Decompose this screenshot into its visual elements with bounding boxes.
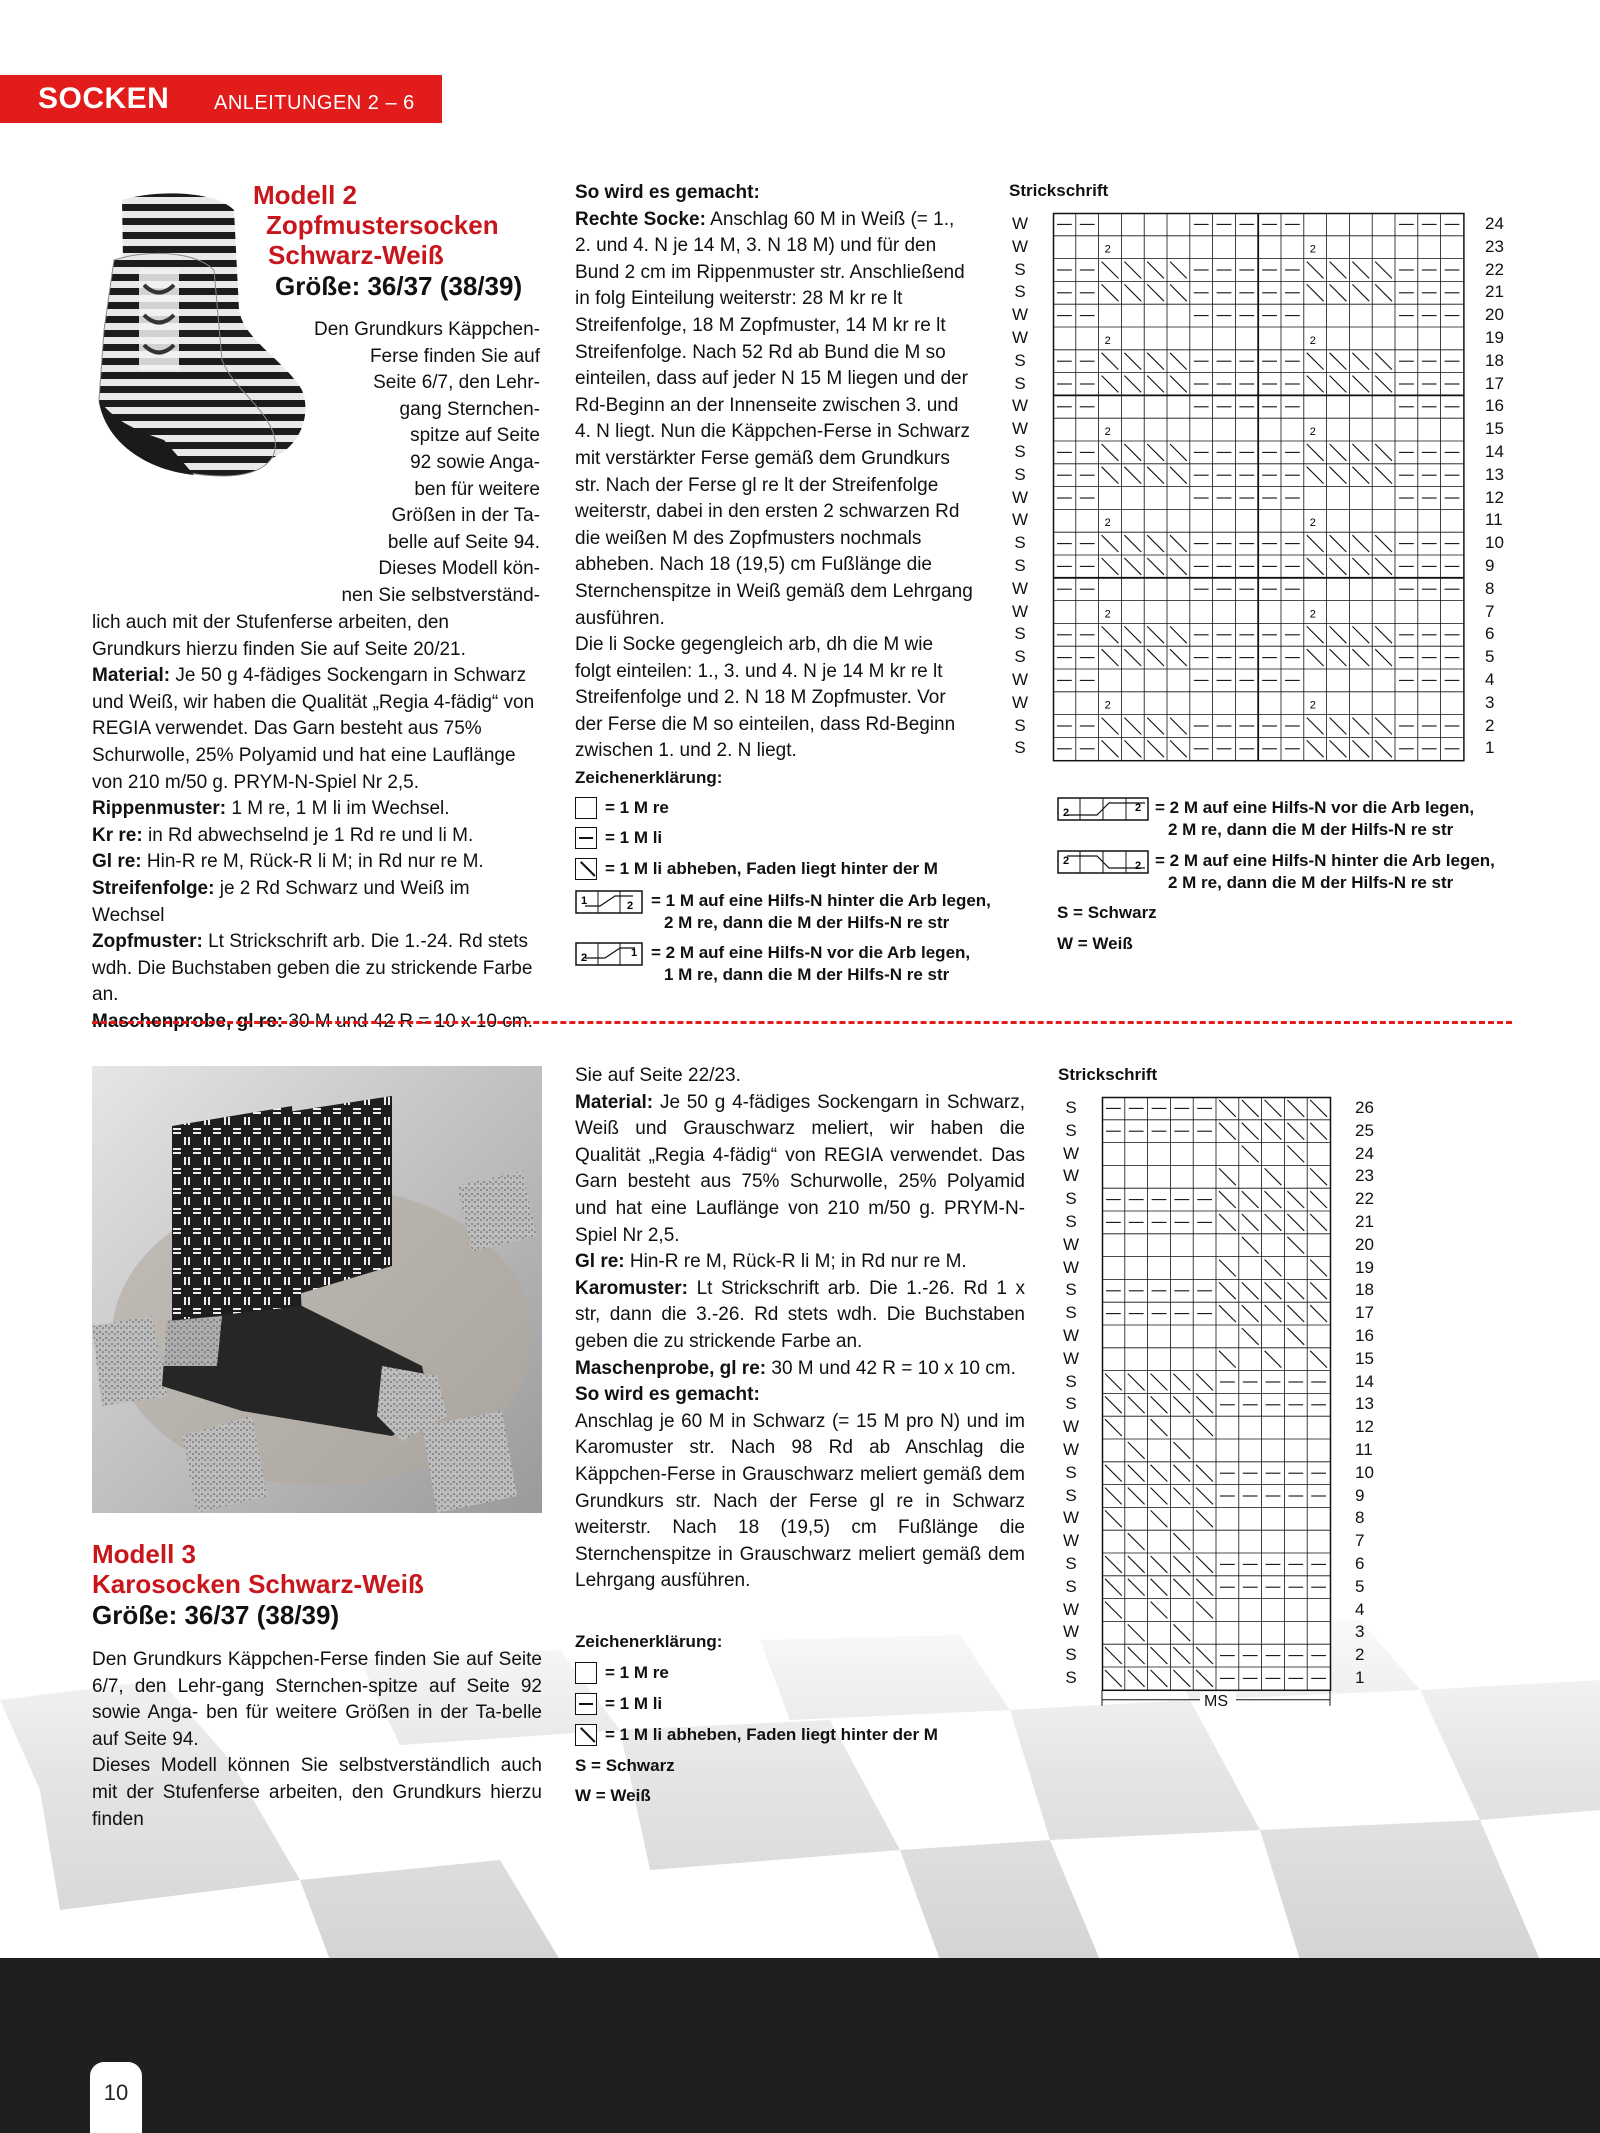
cable-2-2-back-icon xyxy=(1057,850,1149,874)
gl-label: Gl re: xyxy=(92,851,142,873)
chart-row-color: S xyxy=(1014,282,1026,302)
chart-row-number: 5 xyxy=(1485,647,1495,667)
svg-text:2: 2 xyxy=(1104,426,1111,438)
chart-row-number: 4 xyxy=(1485,669,1495,689)
cable-1-2-icon xyxy=(575,890,643,914)
empty-box-icon xyxy=(575,797,597,819)
model2-name-line2: Schwarz-Weiß xyxy=(268,240,444,270)
model2-chart-row-numbers xyxy=(1485,213,1525,760)
masch-label: Maschenprobe, gl re: xyxy=(92,1010,284,1032)
chart-row-number: 20 xyxy=(1485,305,1504,325)
legend-row xyxy=(1057,850,1495,894)
model2-body-left xyxy=(92,610,542,1036)
chart-row-color: W xyxy=(1062,1348,1080,1368)
so-heading: So wird es gemacht: xyxy=(575,182,760,203)
intro-continuation: lich auch mit der Stufenferse arbeiten, den Grundkurs hierzu finden Sie auf Seite 20/21. xyxy=(92,612,466,660)
slash-box-icon xyxy=(575,858,597,880)
intro-line: belle auf Seite 94. xyxy=(387,531,540,553)
legend-text: = 1 M li xyxy=(605,1694,663,1713)
chart-row-color: W xyxy=(1062,1325,1080,1345)
chart-row-color: S xyxy=(1065,1098,1077,1117)
chart-row-color: W xyxy=(1011,578,1029,598)
empty-box-icon xyxy=(575,1662,597,1684)
chart-row-number: 3 xyxy=(1485,692,1495,712)
chart-row-number: 16 xyxy=(1485,396,1504,416)
chart-row-number: 8 xyxy=(1485,578,1495,598)
svg-text:2: 2 xyxy=(1104,608,1111,621)
chart-row-color: W xyxy=(1011,305,1029,325)
chart-row-color: S xyxy=(1065,1280,1077,1300)
chart-row-color: S xyxy=(1065,1667,1077,1687)
gl-label: Gl re: xyxy=(575,1251,625,1273)
chart-row-color: W xyxy=(1011,419,1029,439)
chart-row-number: 21 xyxy=(1485,282,1504,302)
chart-row-number: 18 xyxy=(1355,1280,1374,1300)
legend-row xyxy=(1057,797,1474,841)
chart-row-color: S xyxy=(1014,373,1026,393)
legend-text: = 2 M auf eine Hilfs-N hinter die Arb legen, xyxy=(1155,851,1495,870)
rechte-text: Anschlag 60 M in Weiß (= 1., 2. und 4. N je 14 M, 3. N 18 M) und für den Bund 2 cm im Rippenmuster str. Anschließend in folg Einteilung weiterstr: 28 M kr re lt Streifenfolge, 18 M Zopfmuster, 14 M kr re lt Streifenfolge. Nach 52 Rd ab Bund die M so einteilen, dass auf jeder N 15 M liegen und der Rd-Beginn an der Innenseite zwischen 3. und 4. N liegt. Nun die Käppchen-Ferse in Schwarz mit verstärkter Ferse gemäß dem Grundkurs str. Nach der Ferse gl re lt der Streifenfolge weiterstr, dabei in den ersten 2 schwarzen Rd die weißen M des Zopfmusters nochmals abheben. Nach 18 (19,5) cm Fußlänge die Sternchenspitze in Weiß gemäß dem Lehrgang ausführen. xyxy=(575,208,973,629)
chart-row-number: 10 xyxy=(1355,1462,1374,1482)
chart-row-color: S xyxy=(1014,715,1026,735)
model3-intro-text: Den Grundkurs Käppchen-Ferse finden Sie auf Seite 6/7, den Lehr-gang Sternchen-spitze auf Seite 92 sowie Anga- ben für weitere Größen in der Ta-belle auf Seite 94. xyxy=(92,1649,542,1750)
chart-row-number: 12 xyxy=(1485,487,1504,507)
model3-sock-photo xyxy=(92,1066,542,1513)
chart-row-number: 16 xyxy=(1355,1325,1374,1345)
chart-row-number: 14 xyxy=(1485,441,1504,461)
model2-chart-title: Strickschrift xyxy=(1009,181,1109,200)
model2-intro-wrap xyxy=(300,317,540,610)
model3-chart-title: Strickschrift xyxy=(1058,1065,1158,1084)
chart-row-number: 24 xyxy=(1355,1143,1374,1163)
chart-row-color: S xyxy=(1014,350,1026,370)
legend-row xyxy=(575,1724,938,1746)
chart-row-color: S xyxy=(1065,1576,1077,1596)
svg-text:2: 2 xyxy=(1063,807,1070,819)
chart-row-color: S xyxy=(1065,1462,1077,1482)
chart-row-color: W xyxy=(1011,510,1029,530)
chart-row-color: W xyxy=(1062,1599,1080,1619)
chart-row-color: W xyxy=(1062,1417,1080,1437)
chart-row-number: 17 xyxy=(1355,1303,1374,1323)
chart-row-color: W xyxy=(1062,1531,1080,1551)
footer-band xyxy=(0,1958,1600,2133)
chart-row-number: 15 xyxy=(1355,1348,1374,1368)
dash-box-icon xyxy=(575,1693,597,1715)
legend-text: = 1 M re xyxy=(605,798,669,817)
legend-text: = 2 M auf eine Hilfs-N vor die Arb legen, xyxy=(651,943,971,962)
svg-text:2: 2 xyxy=(1104,243,1111,256)
chart-row-color: W xyxy=(1062,1143,1080,1163)
model3-color-w: W = Weiß xyxy=(575,1786,651,1805)
intro-line: ben für weitere xyxy=(414,478,540,500)
chart-row-color: S xyxy=(1065,1303,1077,1323)
legend-row xyxy=(575,890,991,934)
intro-line: Größen in der Ta- xyxy=(391,505,540,527)
chart-row-color: S xyxy=(1014,647,1026,667)
chart-row-color: S xyxy=(1065,1120,1077,1140)
svg-text:2: 2 xyxy=(1309,608,1316,621)
chart-row-color: W xyxy=(1011,214,1029,233)
gl-text: Hin-R re M, Rück-R li M; in Rd nur re M. xyxy=(141,851,484,873)
intro-line: Dieses Modell kön- xyxy=(378,558,540,580)
chart-row-color: W xyxy=(1011,396,1029,416)
chart-row-color: S xyxy=(1014,738,1026,758)
kr-label: Kr re: xyxy=(92,824,143,846)
svg-text:2: 2 xyxy=(627,900,634,912)
header-title: SOCKEN xyxy=(38,82,170,115)
chart-row-number: 8 xyxy=(1355,1508,1365,1528)
svg-text:2: 2 xyxy=(1063,855,1070,867)
chart-row-number: 15 xyxy=(1485,419,1504,439)
chart-row-number: 21 xyxy=(1355,1211,1374,1231)
legend-text: = 1 M li abheben, Faden liegt hinter der M xyxy=(605,1725,938,1744)
masch-text: 30 M und 42 R = 10 x 10 cm. xyxy=(766,1357,1016,1379)
chart-row-number: 5 xyxy=(1355,1576,1365,1596)
chart-row-number: 11 xyxy=(1485,510,1503,530)
intro-line: spitze auf Seite xyxy=(410,425,540,447)
intro-line: nen Sie selbstverständ- xyxy=(341,584,540,606)
model3-cont: Sie auf Seite 22/23. xyxy=(575,1065,741,1086)
model2-name-line1: Zopfmustersocken xyxy=(266,210,499,240)
chart-row-number: 7 xyxy=(1485,601,1495,621)
chart-row-number: 2 xyxy=(1355,1645,1365,1665)
chart-row-number: 9 xyxy=(1485,555,1495,575)
svg-text:2: 2 xyxy=(581,952,588,964)
legend-text: = 2 M auf eine Hilfs-N vor die Arb legen, xyxy=(1155,798,1475,817)
model3-color-s: S = Schwarz xyxy=(575,1756,675,1775)
chart-row-color: W xyxy=(1011,327,1029,347)
chart-row-color: W xyxy=(1062,1257,1080,1277)
model3-name: Karosocken Schwarz-Weiß xyxy=(92,1569,424,1599)
model2-color-w: W = Weiß xyxy=(1057,934,1133,953)
intro-line: Ferse finden Sie auf xyxy=(369,345,540,367)
legend-text: 2 M re, dann die M der Hilfs-N re str xyxy=(1168,873,1454,892)
model2-color-s: S = Schwarz xyxy=(1057,903,1157,922)
svg-text:2: 2 xyxy=(1309,426,1316,438)
chart-row-number: 13 xyxy=(1485,464,1504,484)
model3-chart-row-numbers xyxy=(1355,1097,1395,1690)
dash-box-icon xyxy=(575,827,597,849)
chart-row-color: S xyxy=(1065,1189,1077,1209)
model3-legend-title: Zeichenerklärung: xyxy=(575,1632,723,1651)
svg-text:2: 2 xyxy=(1309,334,1316,347)
chart-row-number: 26 xyxy=(1355,1098,1374,1117)
chart-row-number: 20 xyxy=(1355,1234,1374,1254)
chart-row-number: 13 xyxy=(1355,1394,1374,1414)
masch-label: Maschenprobe, gl re: xyxy=(575,1357,767,1379)
rippen-label: Rippenmuster: xyxy=(92,798,227,820)
zopf-text: Lt Strickschrift arb. Die 1.-24. Rd stets wdh. Die Buchstaben geben die zu strickende Farbe an. xyxy=(92,931,533,1006)
linke-text: Die li Socke gegengleich arb, dh die M wie folgt einteilen: 1., 3. und 4. N je 14 M kr re lt Streifenfolge und 2. N 18 M Zopfmuster. Vor der Ferse die M so einteilen, dass Rd-Beginn zwischen 1. und 2. N liegt. xyxy=(575,634,956,762)
intro-line: Seite 6/7, den Lehr- xyxy=(373,372,540,394)
chart-row-color: S xyxy=(1014,533,1026,553)
chart-row-color: S xyxy=(1014,441,1026,461)
ms-label: MS xyxy=(1204,1692,1228,1710)
chart-row-number: 23 xyxy=(1485,236,1504,256)
karo-label: Karomuster: xyxy=(575,1277,688,1299)
legend-row xyxy=(575,827,662,849)
chart-row-number: 25 xyxy=(1355,1120,1374,1140)
chart-row-color: S xyxy=(1065,1553,1077,1573)
chart-row-number: 18 xyxy=(1485,350,1504,370)
rippen-text: 1 M re, 1 M li im Wechsel. xyxy=(226,798,450,820)
chart-row-color: S xyxy=(1014,624,1026,644)
chart-row-color: W xyxy=(1011,487,1029,507)
chart-row-color: S xyxy=(1014,555,1026,575)
legend-text: 2 M re, dann die M der Hilfs-N re str xyxy=(1168,820,1454,839)
chart-row-number: 12 xyxy=(1355,1417,1374,1437)
chart-row-number: 23 xyxy=(1355,1166,1374,1186)
legend-row xyxy=(575,858,938,880)
chart-row-color: S xyxy=(1065,1371,1077,1391)
model2-size: Größe: 36/37 (38/39) xyxy=(275,271,523,301)
masch-text: 30 M und 42 R = 10 x 10 cm. xyxy=(283,1010,533,1032)
legend-row xyxy=(575,1662,669,1684)
chart-row-color: W xyxy=(1062,1234,1080,1254)
cable-2-2-front-icon xyxy=(1057,797,1149,821)
svg-text:2: 2 xyxy=(1135,802,1142,814)
svg-text:2: 2 xyxy=(1104,334,1111,347)
section-divider xyxy=(92,1021,1512,1024)
page-number: 10 xyxy=(103,2080,129,2105)
model2-chart-color-labels xyxy=(1005,213,1035,760)
chart-row-color: S xyxy=(1065,1211,1077,1231)
chart-row-color: W xyxy=(1062,1508,1080,1528)
chart-row-number: 10 xyxy=(1485,533,1504,553)
svg-text:2: 2 xyxy=(1309,517,1316,530)
svg-text:2: 2 xyxy=(1104,517,1111,530)
chart-row-number: 11 xyxy=(1355,1439,1373,1459)
chart-row-color: W xyxy=(1011,236,1029,256)
model3-intro2-text: Dieses Modell können Sie selbstverständlich auch mit der Stufenferse arbeiten, den Grundkurs hierzu finden xyxy=(92,1755,542,1830)
model3-chart-color-labels xyxy=(1058,1097,1084,1690)
legend-text: = 1 M re xyxy=(605,1663,669,1682)
svg-text:2: 2 xyxy=(1309,699,1316,712)
chart-row-number: 19 xyxy=(1485,327,1504,347)
chart-row-number: 1 xyxy=(1355,1667,1365,1687)
legend-text: 1 M re, dann die M der Hilfs-N re str xyxy=(664,965,950,984)
material-text: Je 50 g 4-fädiges Sockengarn in Schwarz und Weiß, wir haben die Qualität „Regia 4-fädig“ von REGIA verwendet. Das Garn besteht aus 75% Schurwolle, 25% Polyamid und hat eine Lauflänge von 210 m/50 g. PRYM-N-Spiel Nr 2,5. xyxy=(92,665,535,793)
svg-text:1: 1 xyxy=(581,895,588,907)
material-text: Je 50 g 4-fädiges Sockengarn in Schwarz, Weiß und Grauschwarz meliert, wir haben die Qualität „Regia 4-fädig“ von REGIA verwendet. Das Garn besteht aus 75% Schurwolle, 25% Polyamid und hat eine Lauflänge von 210 m/50 g. PRYM-N-Spiel Nr 2,5. xyxy=(575,1091,1025,1246)
material-label: Material: xyxy=(575,1091,654,1113)
chart-row-color: W xyxy=(1011,601,1029,621)
model3-size: Größe: 36/37 (38/39) xyxy=(92,1600,340,1630)
chart-row-number: 2 xyxy=(1485,715,1495,735)
chart-row-number: 22 xyxy=(1485,259,1504,279)
chart-row-number: 7 xyxy=(1355,1531,1365,1551)
chart-row-number: 9 xyxy=(1355,1485,1365,1505)
chart-row-color: S xyxy=(1065,1645,1077,1665)
legend-text: 2 M re, dann die M der Hilfs-N re str xyxy=(664,913,950,932)
legend-row xyxy=(575,942,970,986)
karo-text: Lt Strickschrift arb. Die 1.-26. Rd 1 x str, dann die 3.-26. Rd stets wdh. Die Buchstaben geben die zu strickende Farbe an. xyxy=(575,1277,1025,1352)
model2-body-middle xyxy=(575,180,973,765)
chart-row-color: S xyxy=(1014,464,1026,484)
chart-row-color: W xyxy=(1062,1622,1080,1642)
so-text: Anschlag je 60 M in Schwarz (= 15 M pro N) und im Karomuster str. Nach 98 Rd ab Anschlag die Käppchen-Ferse in Grauschwarz meliert gemäß dem Grundkurs str. Nach der Ferse gl re in Schwarz weiterstr. Nach 18 (19,5) cm Fußlänge die Sternchenspitze in Grauschwarz meliert gemäß dem Lehrgang ausführen. xyxy=(575,1410,1025,1592)
chart-row-number: 4 xyxy=(1355,1599,1365,1619)
kr-text: in Rd abwechselnd je 1 Rd re und li M. xyxy=(142,824,474,846)
legend-row xyxy=(575,1693,662,1715)
legend-row xyxy=(575,797,669,819)
svg-text:1: 1 xyxy=(631,947,638,959)
material-label: Material: xyxy=(92,665,171,687)
intro-line: Den Grundkurs Käppchen- xyxy=(313,319,540,340)
so-heading: So wird es gemacht: xyxy=(575,1384,760,1406)
chart-row-color: S xyxy=(1065,1394,1077,1414)
model3-intro xyxy=(92,1647,542,1833)
chart-row-number: 24 xyxy=(1485,214,1504,233)
chart-row-number: 19 xyxy=(1355,1257,1374,1277)
model2-knitting-chart xyxy=(1053,213,1465,763)
svg-text:2: 2 xyxy=(1135,860,1142,872)
chart-row-color: S xyxy=(1014,259,1026,279)
chart-row-color: W xyxy=(1011,692,1029,712)
chart-row-number: 14 xyxy=(1355,1371,1374,1391)
zopf-label: Zopfmuster: xyxy=(92,931,203,953)
svg-text:2: 2 xyxy=(1104,699,1111,712)
model3-body-middle xyxy=(575,1063,1025,1595)
slash-box-icon xyxy=(575,1724,597,1746)
svg-text:2: 2 xyxy=(1309,243,1316,256)
cable-2-1-icon xyxy=(575,942,643,966)
chart-row-color: W xyxy=(1011,669,1029,689)
chart-row-color: S xyxy=(1065,1485,1077,1505)
chart-row-number: 6 xyxy=(1485,624,1495,644)
chart-row-number: 3 xyxy=(1355,1622,1365,1642)
header-subtitle: ANLEITUNGEN 2 – 6 xyxy=(214,92,415,114)
chart-row-color: W xyxy=(1062,1166,1080,1186)
rechte-label: Rechte Socke: xyxy=(575,208,706,230)
model3-heading: Modell 3 xyxy=(92,1539,197,1569)
gl-text: Hin-R re M, Rück-R li M; in Rd nur re M. xyxy=(624,1251,967,1273)
model2-legend-title: Zeichenerklärung: xyxy=(575,768,723,787)
legend-text: = 1 M auf eine Hilfs-N hinter die Arb legen, xyxy=(651,891,991,910)
chart-row-number: 17 xyxy=(1485,373,1504,393)
intro-line: 92 sowie Anga- xyxy=(410,451,540,473)
legend-text: = 1 M li abheben, Faden liegt hinter der M xyxy=(605,859,938,878)
model2-heading: Modell 2 xyxy=(253,180,358,210)
chart-row-number: 1 xyxy=(1485,738,1495,758)
legend-text: = 1 M li xyxy=(605,828,663,847)
streifen-text: je 2 Rd Schwarz und Weiß im Wechsel xyxy=(92,877,470,926)
chart-row-number: 22 xyxy=(1355,1189,1374,1209)
intro-line: gang Sternchen- xyxy=(399,398,540,420)
streifen-label: Streifenfolge: xyxy=(92,877,215,899)
model3-knitting-chart xyxy=(1102,1097,1332,1710)
chart-row-number: 6 xyxy=(1355,1553,1365,1573)
chart-row-color: W xyxy=(1062,1439,1080,1459)
